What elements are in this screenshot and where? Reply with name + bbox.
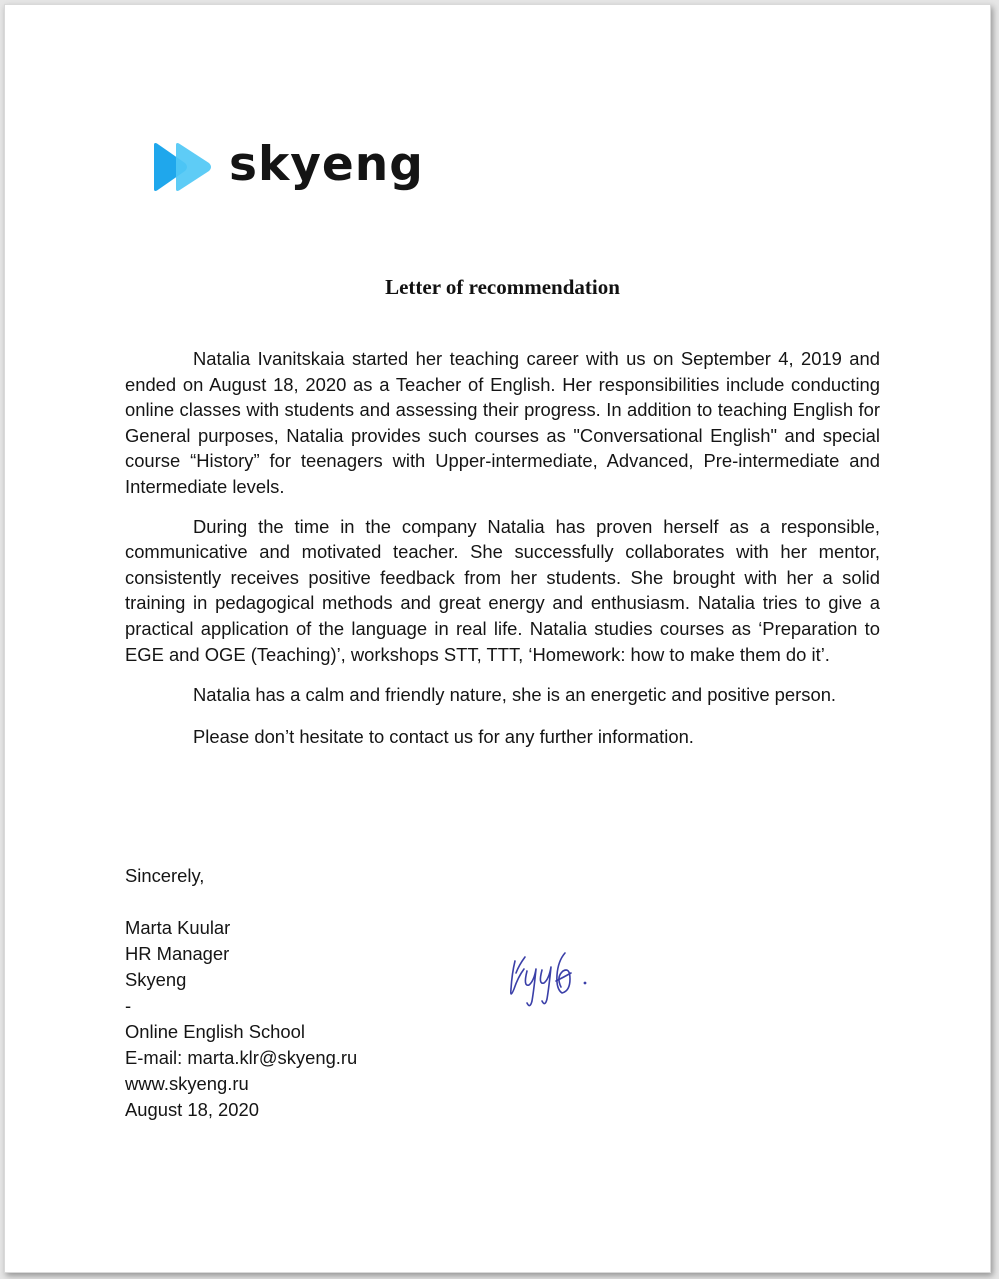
paragraph-employment: Natalia Ivanitskaia started her teaching career with us on September 4, 2019 and ended on August 18, 2020 as a Teacher of English. Her responsibilities include conducting online classes with students and assessing their progress. In addition to teaching English for General purposes, Natalia provides such courses as "Conversational English" and special course “History” for teenagers with Upper-intermediate, Advanced, Pre-intermediate and Intermediate levels. (125, 348, 880, 497)
signatory-position: HR Manager (125, 943, 230, 964)
logo-wordmark: skyeng (229, 136, 424, 192)
letter-body (125, 346, 880, 749)
letter-date: August 18, 2020 (125, 1099, 259, 1120)
signatory-block (125, 915, 357, 1123)
closing-salutation: Sincerely, (125, 865, 205, 886)
paragraph-performance: During the time in the company Natalia has proven herself as a responsible, communicative and motivated teacher. She successfully collaborates with her mentor, consistently receives positive feedback from her students. She brought with her a solid training in pedagogical methods and great energy and enthusiasm. Natalia tries to give a practical application of the language in real life. Natalia studies courses as ‘Preparation to EGE and OGE (Teaching)’, workshops STT, TTT, ‘Homework: how to make them do it’. (125, 515, 880, 665)
letter-title: Letter of recommendation (385, 275, 620, 299)
signatory-website: www.skyeng.ru (125, 1073, 249, 1094)
handwritten-signature (501, 943, 601, 1018)
separator: - (125, 995, 132, 1016)
play-arrows-logo-icon (151, 142, 215, 192)
paragraph-contact: Please don’t hesitate to contact us for any further information. (193, 725, 694, 747)
signature-image (501, 943, 601, 1013)
paragraph-personality: Natalia has a calm and friendly nature, she is an energetic and positive person. (193, 684, 837, 706)
document-page (4, 4, 991, 1273)
signatory-company: Skyeng (125, 969, 187, 990)
signatory-school: Online English School (125, 1021, 305, 1042)
signatory-name: Marta Kuular (125, 917, 231, 938)
signatory-email: E-mail: marta.klr@skyeng.ru (125, 1047, 358, 1068)
company-logo (151, 136, 424, 192)
